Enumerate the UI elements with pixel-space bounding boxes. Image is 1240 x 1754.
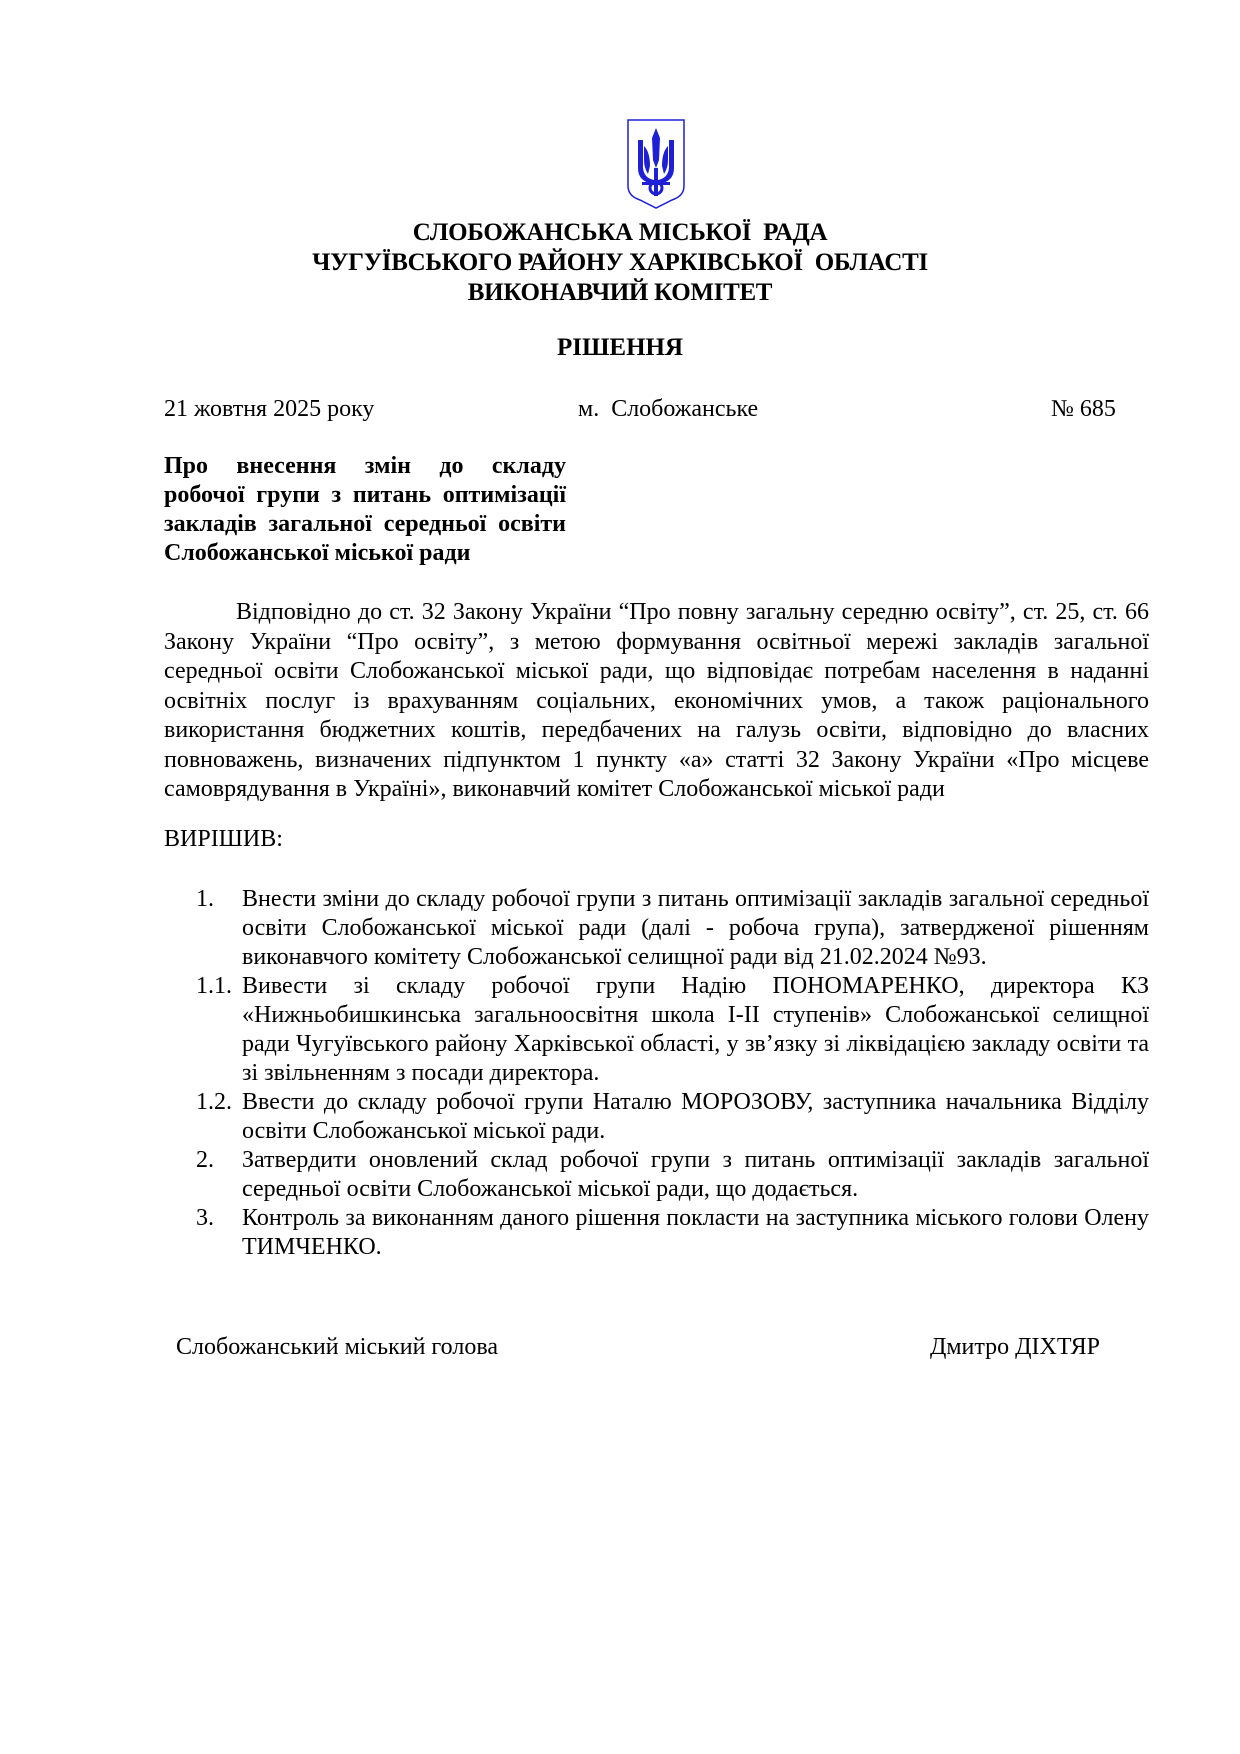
- decision-item: [164, 1088, 1149, 1146]
- decision-item-text: Ввести до складу робочої групи Наталю МОРОЗОВУ, заступника начальника Відділу освіти Слобожанської міської ради.: [242, 1089, 1149, 1144]
- decision-item-number: 3.: [196, 1205, 214, 1231]
- header-line-council: СЛОБОЖАНСЬКА МІСЬКОЇ РАДА: [412, 219, 828, 246]
- decision-item-number: 1.2.: [196, 1089, 232, 1115]
- decision-subject: [164, 452, 566, 568]
- decision-number: № 685: [1051, 396, 1116, 422]
- subject-line: Про внесення змін до складу: [164, 453, 566, 479]
- header-line-district: ЧУГУЇВСЬКОГО РАЙОНУ ХАРКІВСЬКОЇ ОБЛАСТІ: [312, 249, 928, 276]
- decision-date: 21 жовтня 2025 року: [164, 396, 375, 422]
- subject-line: Слобожанської міської ради: [164, 540, 471, 566]
- decision-item-number: 1.1.: [196, 973, 232, 999]
- decision-item: [164, 1146, 1149, 1204]
- signatory-name: Дмитро ДІХТЯР: [930, 1334, 1100, 1360]
- resolved-label: ВИРІШИВ:: [164, 826, 283, 852]
- decision-item-number: 1.: [196, 886, 214, 912]
- decision-item-text: Внести зміни до складу робочої групи з питань оптимізації закладів загальної середньої освіти Слобожанської міської ради (далі - робоча група), затвердженої рішенням виконавчого комітету Слобожанської селищної ради від 21.02.2024 №93.: [242, 886, 1149, 970]
- decision-item-text: Вивести зі складу робочої групи Надію ПОНОМАРЕНКО, директора КЗ «Нижньобишкинська загальноосвітня школа І-ІІ ступенів» Слобожанської селищної ради Чугуївського району Харківської області, у зв’язку зі ліквідацією закладу освіти та зі звільненням з посади директора.: [242, 973, 1149, 1086]
- header-line-committee: ВИКОНАВЧИЙ КОМІТЕТ: [467, 279, 773, 306]
- signatory-role: Слобожанський міський голова: [176, 1334, 498, 1360]
- preamble-paragraph: Відповідно до ст. 32 Закону України “Про повну загальну середню освіту”, ст. 25, ст. 66 Закону України “Про освіту”, з метою формування освітньої мережі закладів загальної середньої освіти Слобожанської міської ради, що відповідає потребам населення в наданні освітніх послуг із врахуванням соціальних, економічних умов, а також раціонального використання бюджетних коштів, передбачених на галузь освіти, відповідно до власних повноважень, визначених підпунктом 1 пункту «а» статті 32 Закону України «Про місцеве самоврядування в Україні», виконавчий комітет Слобожанської міської ради: [164, 599, 1149, 802]
- decision-item: [164, 1204, 1149, 1262]
- decision-item: [164, 972, 1149, 1088]
- decision-item-text: Затвердити оновлений склад робочої групи з питань оптимізації закладів загальної середньої освіти Слобожанської міської ради, що додається.: [242, 1147, 1149, 1202]
- trident-coat-of-arms-icon: [624, 116, 688, 210]
- organization-header: [0, 218, 1240, 308]
- subject-line: робочої групи з питань оптимізації: [164, 482, 566, 508]
- decision-city: м. Слобожанське: [578, 396, 759, 422]
- subject-line: закладів загальної середньої освіти: [164, 511, 566, 537]
- decision-item-number: 2.: [196, 1147, 214, 1173]
- decisions-list: [164, 885, 1149, 1262]
- document-title: РІШЕННЯ: [556, 334, 684, 361]
- decision-item-text: Контроль за виконанням даного рішення покласти на заступника міського голови Олену ТИМЧЕНКО.: [242, 1205, 1149, 1260]
- decision-item: [164, 885, 1149, 972]
